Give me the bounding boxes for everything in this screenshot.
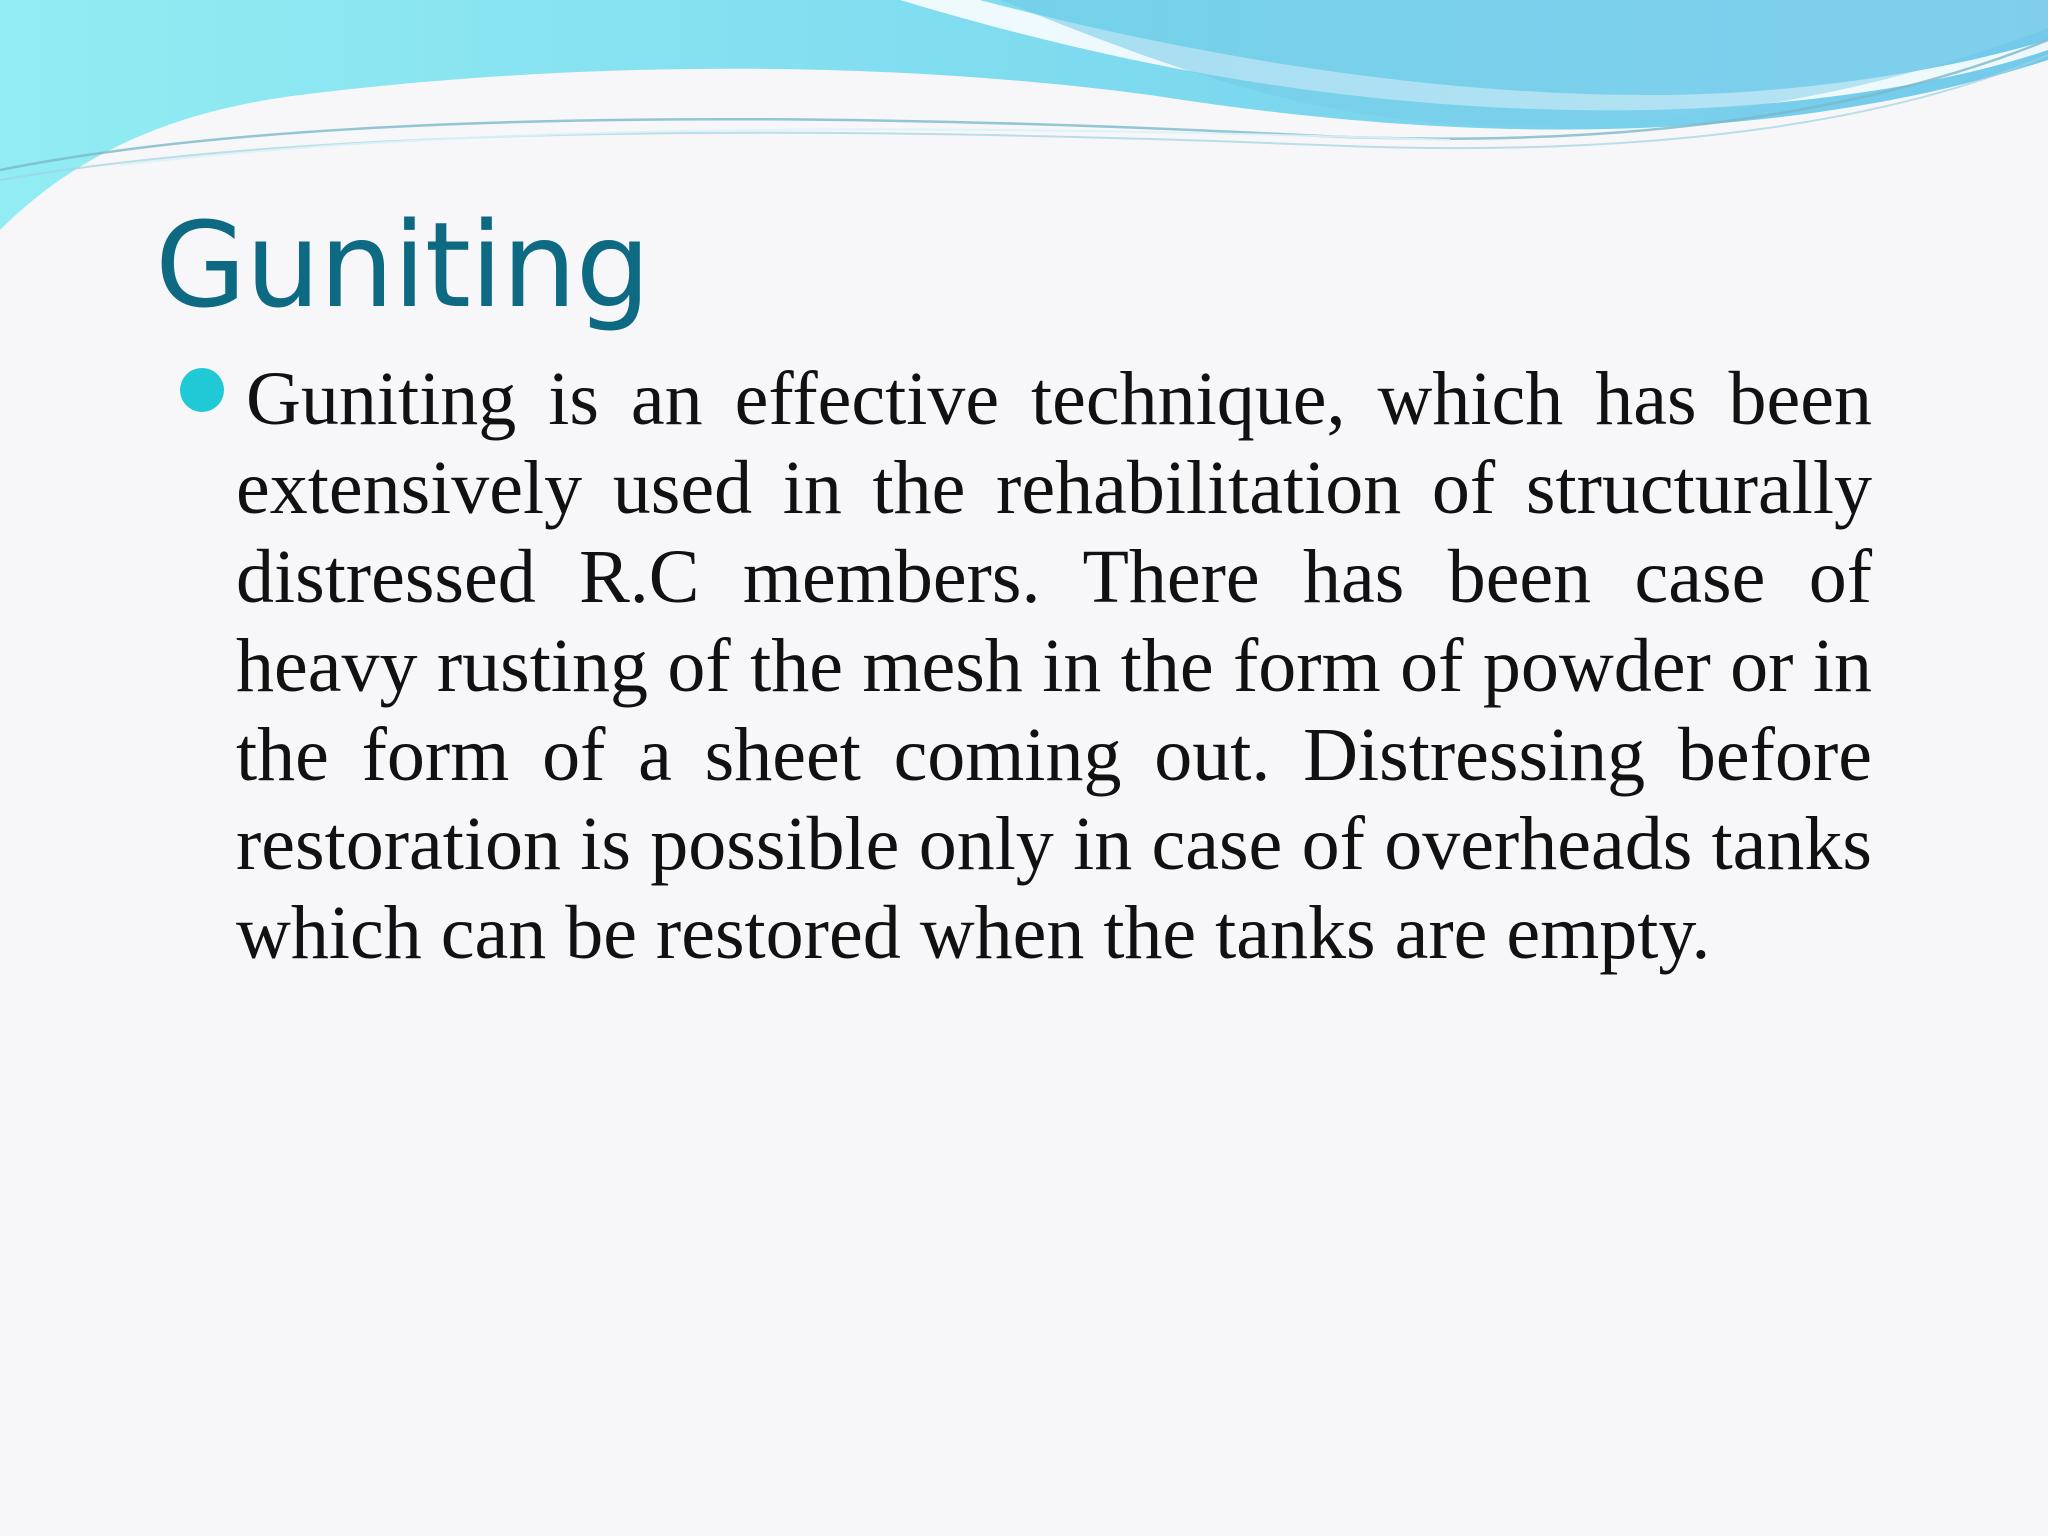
bullet-text: Guniting is an effective technique, which has been extensively used in the rehabilitation of structurally distressed R.C members. There has been case of heavy rusting of the mesh in the form of powder or in the form of a sheet coming out. Distressing before restoration is possible only in case of overheads tanks which can be restored when the tanks are empty.	[236, 357, 1872, 975]
slide-title: Guniting	[155, 196, 650, 334]
bullet-dot-icon	[180, 368, 224, 412]
